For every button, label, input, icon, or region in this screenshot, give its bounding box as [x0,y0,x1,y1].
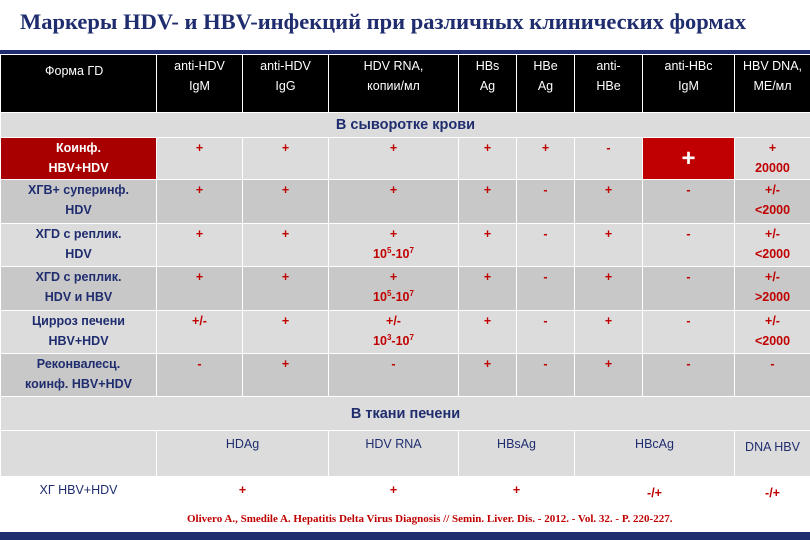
table-cell: + 20000 [735,138,810,180]
table-cell: + $10^5-10^7$ [329,224,459,267]
table-cell: - [517,311,575,354]
table-cell: + [157,477,329,527]
table-cell: - [643,267,735,311]
table-row [1,311,810,354]
table-cell: - [735,354,810,397]
table-row [1,354,810,397]
row-label: ХГ HBV+HDV [1,477,157,527]
table-cell: + [157,138,243,180]
table-cell: -/+ [735,477,810,527]
table-cell: + [459,311,517,354]
table-cell: +/- <2000 [735,180,810,224]
table-row [1,267,810,311]
table-row [1,180,810,224]
table-cell: + [517,138,575,180]
table-cell: + $10^5-10^7$ [329,267,459,311]
section-tissue-row [1,397,810,431]
table-cell: + [459,138,517,180]
header-anti-hbc-igm: anti-HBc IgM [643,55,735,113]
header-anti-hbe: anti- HBe [575,55,643,113]
table-cell: + [243,354,329,397]
table-cell: - [157,354,243,397]
header-anti-hdv-igm: anti-HDV IgM [157,55,243,113]
table-cell: + [329,477,459,527]
table-cell-highlight: + [643,138,735,180]
table-cell: - [517,354,575,397]
table-cell: + [329,180,459,224]
row-label: Коинф. HBV+HDV [1,138,157,180]
table-cell: + [459,224,517,267]
tissue-header-hdv-rna: HDV RNA [329,431,459,477]
table-cell: + [243,180,329,224]
tissue-header-empty [1,431,157,477]
table-cell: + [157,267,243,311]
table-cell: - [643,180,735,224]
row-label: Реконвалесц. коинф. HBV+HDV [1,354,157,397]
table-cell: - [517,267,575,311]
table-cell: + [459,180,517,224]
table-cell: +/- >2000 [735,267,810,311]
table-cell: + [157,180,243,224]
table-cell: + [157,224,243,267]
table-cell: + [575,354,643,397]
table-cell: + [575,224,643,267]
table-cell: + [459,354,517,397]
tissue-header-row [1,431,810,477]
section-serum-row [1,113,810,138]
table-cell: + [243,267,329,311]
markers-table [0,54,810,527]
row-label: ХГD с реплик. HDV и HBV [1,267,157,311]
header-hbv-dna: HBV DNA, МЕ/мл [735,55,810,113]
table-cell: - [575,138,643,180]
header-hbsag: HBs Ag [459,55,517,113]
section-serum-heading: В сыворотке крови [1,113,810,138]
tissue-header-dna-hbv: DNA HBV [735,431,810,477]
table-cell: - [517,180,575,224]
table-cell: - [643,354,735,397]
row-label: Цирроз печени HBV+HDV [1,311,157,354]
header-anti-hdv-igg: anti-HDV IgG [243,55,329,113]
tissue-header-hdag: HDAg [157,431,329,477]
table-cell: + [575,267,643,311]
table-cell: + [329,138,459,180]
table-cell: +/- $10^3-10^7$ [329,311,459,354]
table-cell: + [243,138,329,180]
table-cell: - [329,354,459,397]
tissue-header-hbcag: HBcAg [575,431,735,477]
section-tissue-heading: В ткани печени [1,397,810,431]
table-cell: + [575,180,643,224]
header-hbeag: HBe Ag [517,55,575,113]
bottom-divider [0,532,810,540]
header-hdv-rna: HDV RNA, копии/мл [329,55,459,113]
table-row [1,138,810,180]
table-cell: +/- <2000 [735,224,810,267]
table-cell: + [575,311,643,354]
table-cell: +/- [157,311,243,354]
table-cell: -/+ [575,477,735,527]
table-cell: + [243,311,329,354]
table-cell: + [459,267,517,311]
table-cell: - [643,311,735,354]
row-label: ХГВ+ суперинф. HDV [1,180,157,224]
slide-title: Маркеры HDV- и HBV-инфекций при различных клинических формах [20,9,747,34]
table-row [1,224,810,267]
table-cell: +/- <2000 [735,311,810,354]
header-form: Форма ГD [1,55,157,113]
citation: Olivero A., Smedile A. Hepatitis Delta Virus Diagnosis // Semin. Liver. Dis. - 2012. - Vol. 32. - P. 220-227. [187,513,673,525]
table-cell: - [517,224,575,267]
table-cell: - [643,224,735,267]
header-row [1,55,810,113]
table-cell: + [459,477,575,527]
tissue-header-hbsag: HBsAg [459,431,575,477]
table-cell: + [243,224,329,267]
row-label: ХГD с реплик. HDV [1,224,157,267]
